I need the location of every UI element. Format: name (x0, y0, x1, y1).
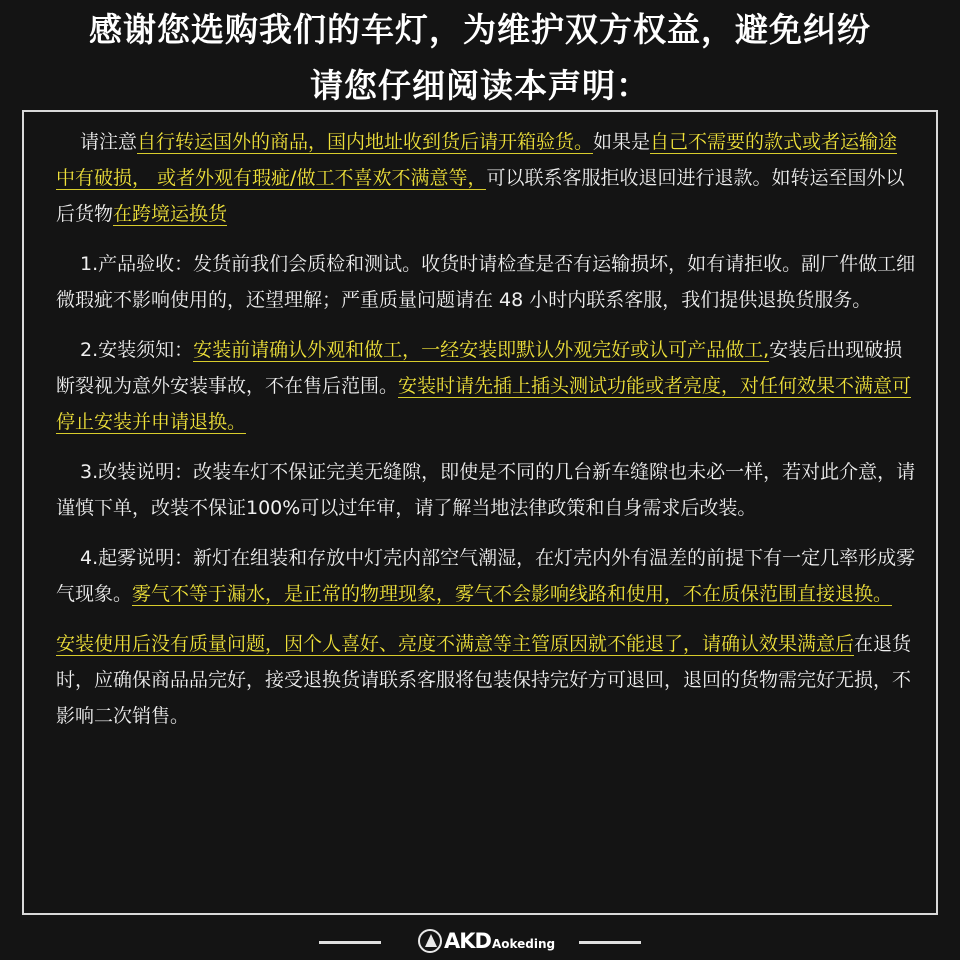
highlight-segment: 安装时请先插上插头测试功能或者亮度，对任何效果不满意可停止安装并申请退换。 (56, 375, 912, 433)
segment: 2.安装须知： (80, 339, 194, 361)
paragraph-installation (56, 332, 916, 440)
brand-logo (418, 927, 568, 955)
segment: 如果是 (593, 131, 651, 153)
highlight-segment: 在跨境运换货 (113, 203, 228, 225)
header-title-line1: 感谢您选购我们的车灯，为维护双方权益，避免纠纷 (89, 10, 871, 49)
logo-triangle-icon (418, 929, 442, 953)
segment: 4.起雾说明：新灯在组装和存放中灯壳内部空气潮湿，在灯壳内外有温差的前提下有一定几率形成雾气现象。 (56, 547, 916, 605)
paragraph-fogging (56, 540, 916, 612)
highlight-segment: 自己不需要的款式或者运输途中有破损， 或者外观有瑕疵/做工不喜欢不满意等， (56, 131, 898, 189)
paragraph-returns (56, 626, 916, 734)
footer-divider-left (319, 941, 381, 944)
segment: 请注意 (80, 131, 138, 153)
logo-main-text: AKD (444, 929, 491, 953)
paragraph-modification (56, 454, 916, 526)
logo-sub-text: Aokeding (491, 937, 556, 951)
notice-panel (22, 110, 938, 915)
footer-divider-right (579, 941, 641, 944)
footer (0, 922, 960, 960)
segment: 在退货时，应确保商品品完好，接受退换货请联系客服将包装保持完好方可退回，退回的货物需完好无损，不影响二次销售。 (56, 633, 912, 727)
highlight-segment: 安装前请确认外观和做工，一经安装即默认外观完好或认可产品做工, (193, 339, 770, 361)
header-title-line2: 请您仔细阅读本声明： (310, 66, 650, 105)
segment: 3.改装说明：改装车灯不保证完美无缝隙，即使是不同的几台新车缝隙也未必一样，若对此介意，请谨慎下单，改装不保证100%可以过年审，请了解当地法律政策和自身需求后改装。 (56, 461, 916, 519)
highlight-segment: 雾气不等于漏水，是正常的物理现象，雾气不会影响线路和使用，不在质保范围直接退换。 (132, 583, 893, 605)
paragraph-intro (56, 124, 916, 232)
segment: 安装后出现破损断裂视为意外安装事故，不在售后范围。 (56, 339, 903, 397)
segment: 可以联系客服拒收退回进行退款。如转运至国外以后货物 (56, 167, 905, 225)
highlight-segment: 安装使用后没有质量问题，因个人喜好、亮度不满意等主管原因就不能退了，请确认效果满意后 (56, 633, 855, 655)
paragraph-product-inspection (56, 246, 916, 318)
segment: 1.产品验收：发货前我们会质检和测试。收货时请检查是否有运输损坏，如有请拒收。副厂件做工细微瑕疵不影响使用的，还望理解；严重质量问题请在 48 小时内联系客服，我们提供退换货服务。 (56, 253, 916, 311)
highlight-segment: 自行转运国外的商品，国内地址收到货后请开箱验货。 (137, 131, 594, 153)
